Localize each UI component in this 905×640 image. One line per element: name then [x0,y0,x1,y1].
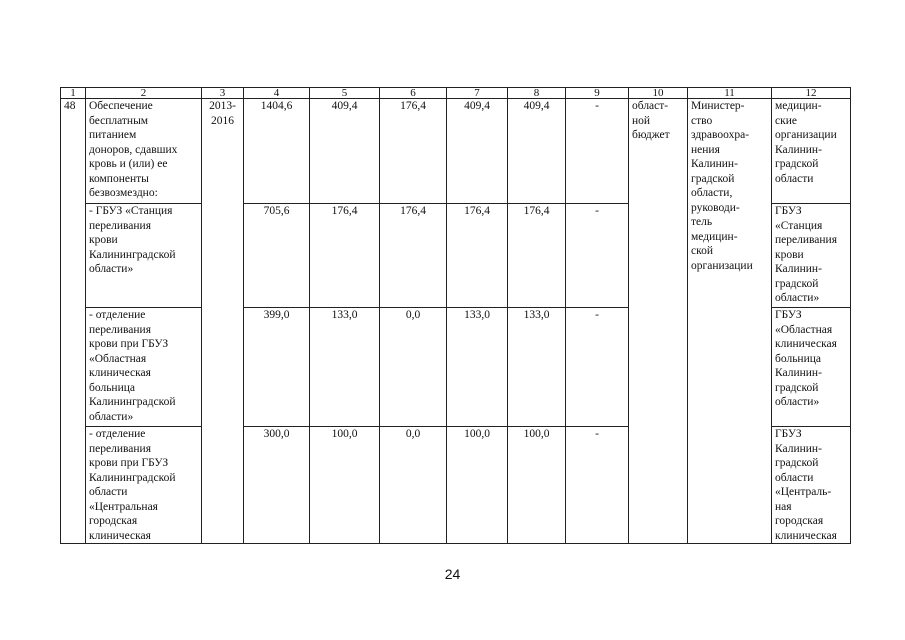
recipient-cell: ГБУЗ Калинин- градской области «Централь- ная городская клиническая [772,427,851,544]
executor-cell: Министер- ство здравоохра- нения Калинин- градской области, руководи- тель медицин- ской организации [688,99,772,544]
value-cell: 399,0 [244,308,310,427]
value-cell: 176,4 [310,204,380,308]
funding-source-cell: област- ной бюджет [629,99,688,544]
value-cell: 409,4 [447,99,508,204]
column-number: 12 [772,88,851,99]
value-cell: - [566,427,629,544]
value-cell: 100,0 [310,427,380,544]
column-number: 6 [380,88,447,99]
activity-name-cell: - отделение переливания крови при ГБУЗ Калининградской области «Центральная городская клиническая [86,427,202,544]
value-cell: 100,0 [447,427,508,544]
value-cell: - [566,204,629,308]
value-cell: 0,0 [380,427,447,544]
table-row [61,99,851,204]
column-number: 5 [310,88,380,99]
column-number: 10 [629,88,688,99]
activity-name-cell: - отделение переливания крови при ГБУЗ «Областная клиническая больница Калининградской области» [86,308,202,427]
value-cell: 0,0 [380,308,447,427]
value-cell: 100,0 [508,427,566,544]
column-number: 9 [566,88,629,99]
value-cell: 409,4 [508,99,566,204]
value-cell: 176,4 [508,204,566,308]
activity-name-cell: - ГБУЗ «Станция переливания крови Калининградской области» [86,204,202,308]
value-cell: - [566,308,629,427]
activity-name-cell: Обеспечение бесплатным питанием доноров, сдавших кровь и (или) ее компоненты безвозмездно: [86,99,202,204]
recipient-cell: медицин- ские организации Калинин- градской области [772,99,851,204]
value-cell: 1404,6 [244,99,310,204]
value-cell: 300,0 [244,427,310,544]
column-number: 4 [244,88,310,99]
row-number-cell: 48 [61,99,86,544]
value-cell: 176,4 [380,204,447,308]
value-cell: 176,4 [447,204,508,308]
value-cell: 133,0 [310,308,380,427]
value-cell: 705,6 [244,204,310,308]
value-cell: 176,4 [380,99,447,204]
column-number: 11 [688,88,772,99]
column-number-row [61,88,851,99]
period-cell: 2013- 2016 [202,99,244,544]
page-number: 24 [444,566,461,582]
column-number: 8 [508,88,566,99]
value-cell: - [566,99,629,204]
column-number: 2 [86,88,202,99]
recipient-cell: ГБУЗ «Станция переливания крови Калинин- градской области» [772,204,851,308]
program-table [60,87,851,544]
column-number: 7 [447,88,508,99]
recipient-cell: ГБУЗ «Областная клиническая больница Калинин- градской области» [772,308,851,427]
value-cell: 133,0 [508,308,566,427]
value-cell: 133,0 [447,308,508,427]
column-number: 1 [61,88,86,99]
column-number: 3 [202,88,244,99]
value-cell: 409,4 [310,99,380,204]
